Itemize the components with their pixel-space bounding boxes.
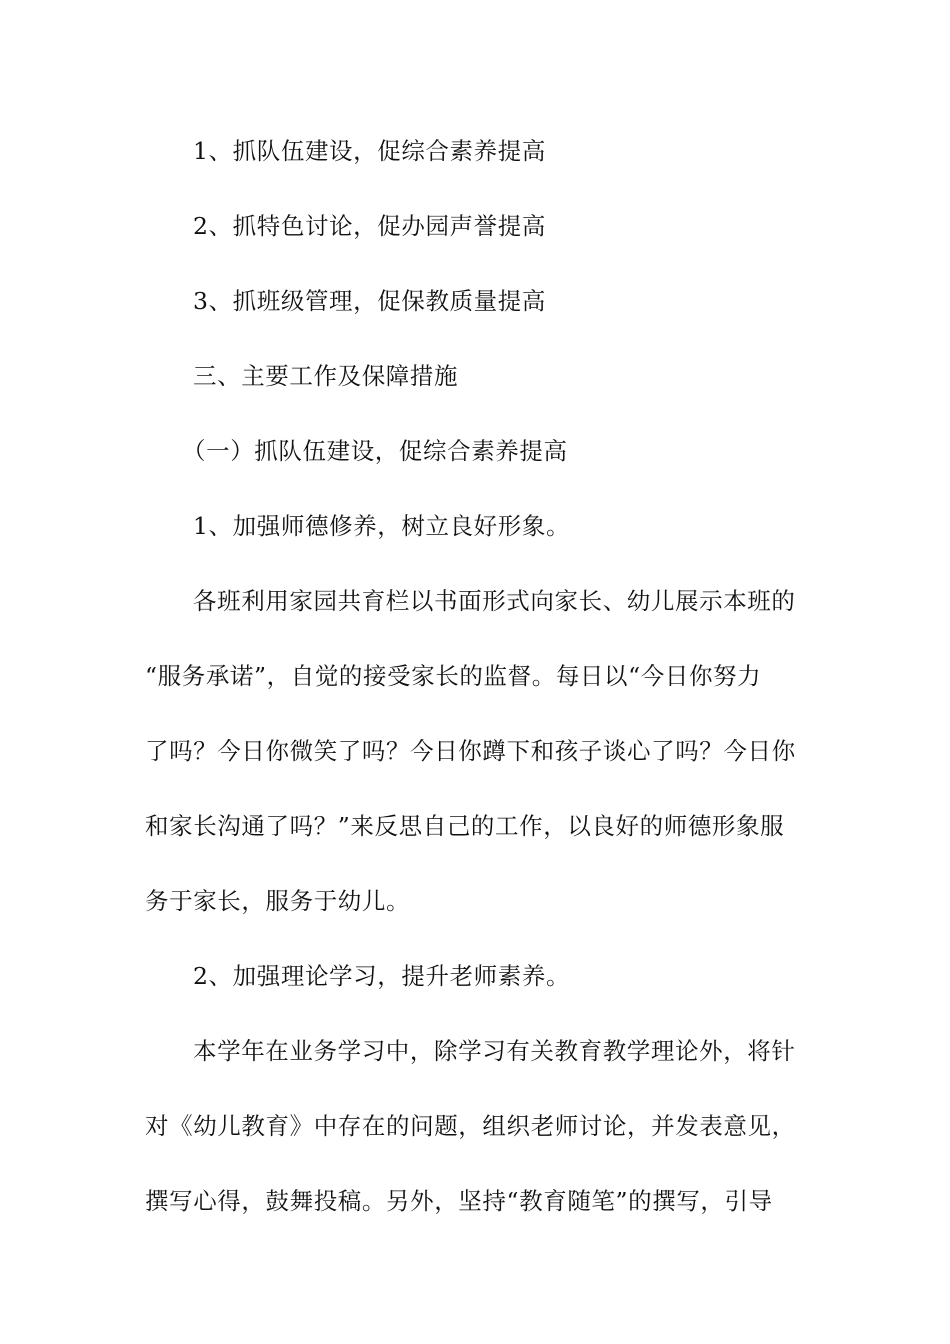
- list-item-3: 3、抓班级管理，促保教质量提高: [193, 287, 546, 315]
- paragraph-line: 和家长沟通了吗？”来反思自己的工作，以良好的师德形象服: [145, 812, 785, 840]
- paragraph-line: 务于家长，服务于幼儿。: [145, 887, 411, 915]
- subsection-heading: （一）抓队伍建设，促综合素养提高: [182, 437, 568, 465]
- list-item-2: 2、抓特色讨论，促办园声誉提高: [193, 212, 546, 240]
- section-heading: 三、主要工作及保障措施: [193, 362, 459, 390]
- paragraph-line: 了吗？今日你微笑了吗？今日你蹲下和孩子谈心了吗？今日你: [145, 737, 796, 765]
- paragraph-line: 对《幼儿教育》中存在的问题，组织老师讨论，并发表意见，: [145, 1112, 796, 1140]
- item-heading-1: 1、加强师德修养，树立良好形象。: [193, 512, 571, 540]
- paragraph-line: 本学年在业务学习中，除学习有关教育教学理论外，将针: [193, 1037, 796, 1065]
- paragraph-line: 撰写心得，鼓舞投稿。另外，坚持“教育随笔”的撰写，引导: [145, 1187, 773, 1215]
- item-heading-2: 2、加强理论学习，提升老师素养。: [193, 962, 571, 990]
- paragraph-line: “服务承诺”，自觉的接受家长的监督。每日以“今日你努力: [145, 662, 762, 690]
- list-item-1: 1、抓队伍建设，促综合素养提高: [193, 137, 546, 165]
- paragraph-line: 各班利用家园共育栏以书面形式向家长、幼儿展示本班的: [193, 587, 796, 615]
